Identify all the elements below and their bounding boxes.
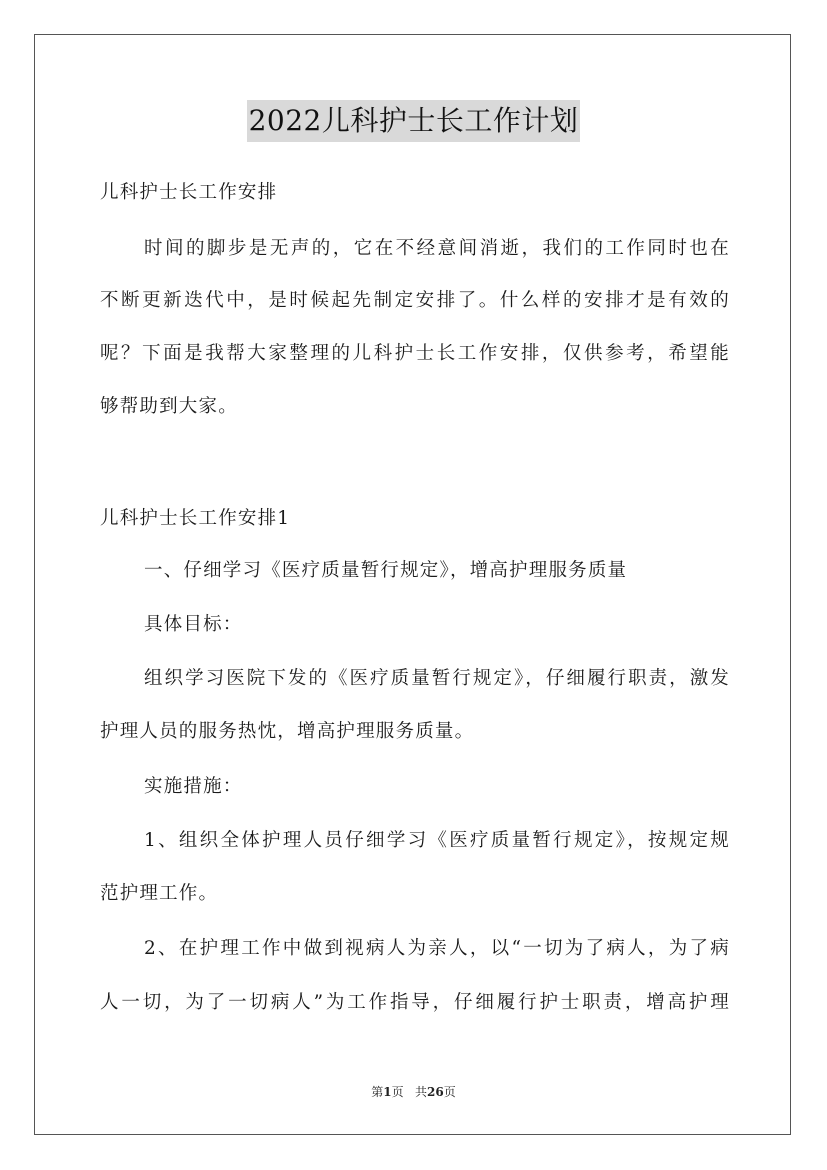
section-heading: 儿科护士长工作安排	[100, 182, 278, 203]
page-footer	[0, 1084, 827, 1100]
footer-middle: 页 共	[391, 1085, 428, 1099]
paragraph-line: 具体目标：	[144, 614, 243, 635]
paragraph-line: 人一切，为了一切病人”为工作指导，仔细履行护士职责，增高护理	[100, 992, 730, 1013]
footer-prefix: 第	[371, 1085, 384, 1099]
paragraph-line: 够帮助到大家。	[100, 396, 238, 417]
total-page-count: 26	[427, 1085, 444, 1099]
document-title: 2022儿科护士长工作计划	[247, 100, 581, 142]
section-heading: 儿科护士长工作安排1	[100, 508, 291, 529]
paragraph-line: 实施措施：	[144, 776, 243, 797]
paragraph-line: 1、组织全体护理人员仔细学习《医疗质量暂行规定》，按规定规	[144, 830, 730, 851]
subsection-heading: 一、仔细学习《医疗质量暂行规定》，增高护理服务质量	[144, 560, 628, 581]
footer-suffix: 页	[443, 1085, 456, 1099]
paragraph-line: 2、在护理工作中做到视病人为亲人，以“一切为了病人，为了病	[144, 938, 730, 959]
paragraph-line: 范护理工作。	[100, 883, 219, 904]
paragraph-line: 呢？下面是我帮大家整理的儿科护士长工作安排，仅供参考，希望能	[100, 343, 730, 364]
paragraph-line: 不断更新迭代中，是时候起先制定安排了。什么样的安排才是有效的	[100, 290, 730, 311]
current-page-number: 1	[383, 1085, 392, 1099]
paragraph-line: 组织学习医院下发的《医疗质量暂行规定》，仔细履行职责，激发	[144, 668, 730, 689]
title-container	[0, 100, 827, 142]
paragraph-line: 护理人员的服务热忱，增高护理服务质量。	[100, 721, 475, 742]
paragraph-line: 时间的脚步是无声的，它在不经意间消逝，我们的工作同时也在	[144, 238, 730, 259]
